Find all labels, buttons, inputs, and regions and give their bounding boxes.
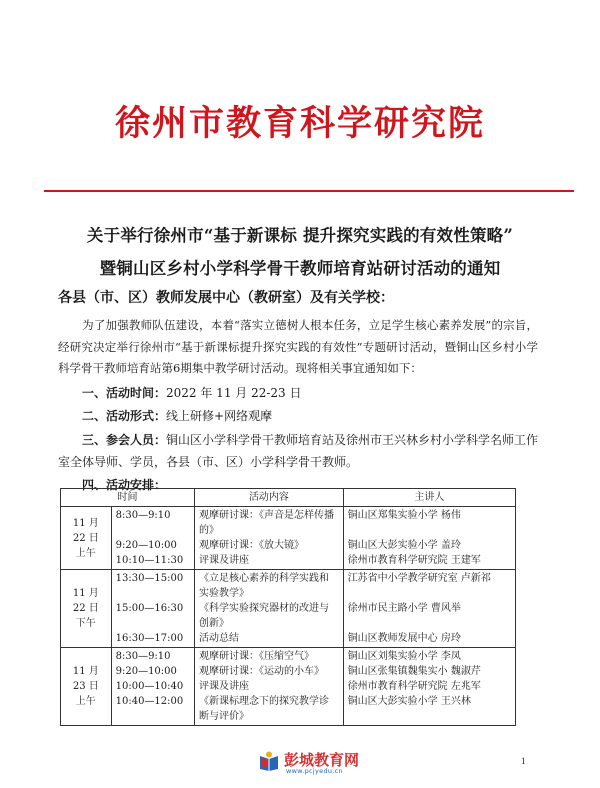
participants-label: 三、参会人员：	[82, 433, 167, 447]
page-number: 1	[521, 756, 526, 766]
schedule-speaker-cell	[343, 648, 515, 726]
schedule-activity-line: 观摩研讨课：《放大镜》	[199, 540, 305, 551]
schedule-speaker-cell	[343, 507, 515, 570]
schedule-header-row	[61, 489, 516, 507]
schedule-time-line: 16:30—17:00	[115, 633, 184, 644]
schedule-activity-line: 观摩研讨课：《运动的小车》	[199, 666, 325, 677]
activity-form-label: 二、活动形式：	[82, 409, 167, 423]
schedule-activity-line: 观摩研讨课：《压缩空气》	[199, 651, 315, 662]
schedule-speaker-line: 徐州市教育科学研究院 王建军	[347, 555, 481, 566]
schedule-time-cell	[111, 507, 194, 570]
site-logo	[258, 750, 378, 776]
schedule-time-line	[116, 709, 190, 724]
header-speaker: 主讲人	[343, 489, 515, 507]
schedule-date-cell	[61, 570, 112, 648]
schedule-label: 四、活动安排：	[82, 478, 167, 492]
activity-time-label: 一、活动时间：	[82, 386, 167, 400]
salutation: 各县（市、区）教师发展中心（教研室）及有关学校：	[58, 290, 394, 306]
schedule-time-line: 13:30—15:00	[115, 573, 184, 584]
book-icon	[258, 750, 280, 772]
schedule-speaker-line: 铜山区张集镇魏集实小 魏淑芹	[347, 666, 481, 677]
schedule-date: 11 月 22 日	[72, 517, 99, 544]
schedule-activity-line: 《新课标理念下的探究教学诊	[199, 696, 330, 707]
schedule-date-cell	[61, 507, 112, 570]
schedule-time-line: 9:20—10:00	[115, 540, 177, 551]
schedule-activity-line: 创新》	[199, 618, 230, 629]
schedule-time-line: 10:10—11:30	[115, 555, 184, 566]
schedule-time-line	[116, 616, 190, 631]
schedule-time-line: 8:30—9:10	[115, 510, 171, 521]
schedule-speaker-line	[348, 709, 511, 724]
schedule-activity-line: 评课及讲座	[199, 681, 250, 692]
schedule-speaker-line: 江苏省中小学教学研究室 卢新祁	[347, 573, 491, 584]
schedule-speaker-line	[348, 616, 511, 631]
intro-paragraph	[58, 315, 538, 380]
participants-continuation: 室全体导师、学员，各县（市、区）小学科学骨干教师。	[58, 455, 359, 469]
schedule-time-cell	[111, 570, 194, 648]
schedule-activity-cell	[195, 507, 344, 570]
schedule-row	[61, 570, 516, 648]
schedule-period: 上午	[75, 547, 96, 559]
schedule-date: 11 月 23 日	[72, 666, 99, 692]
schedule-speaker-line: 铜山区大彭实验小学 盖玲	[347, 540, 461, 551]
schedule-speaker-line	[348, 586, 511, 601]
schedule-activity-line: 评课及讲座	[199, 555, 250, 566]
header-activity: 活动内容	[195, 489, 344, 507]
schedule-activity-cell	[195, 648, 344, 726]
schedule-activity-line: 实验教学》	[199, 588, 250, 599]
schedule-speaker-line	[348, 523, 511, 538]
schedule-activity-line: 活动总结	[199, 633, 240, 644]
schedule-activity-line: 断与评价》	[199, 711, 250, 722]
schedule-speaker-line: 徐州市教育科学研究院 左兆军	[347, 681, 481, 692]
schedule-date-cell	[61, 648, 112, 726]
schedule-time-line: 10:00—10:40	[115, 681, 184, 692]
notice-title-line-1: 关于举行徐州市“基于新课标 提升探究实践的有效性策略”	[86, 226, 514, 245]
schedule-row	[61, 507, 516, 570]
logo-url: www.pcjyedu.cn	[286, 767, 343, 775]
schedule-table	[60, 488, 516, 726]
schedule-speaker-line: 铜山区郑集实验小学 杨伟	[347, 510, 461, 521]
schedule-row	[61, 648, 516, 726]
schedule-time-cell	[111, 648, 194, 726]
schedule-time-line	[116, 523, 190, 538]
schedule-time-line	[116, 586, 190, 601]
schedule-time-line: 10:40—12:00	[115, 696, 184, 707]
header-time: 时间	[61, 489, 195, 507]
schedule-time-line: 9:20—10:00	[115, 666, 177, 677]
schedule-date: 11 月 22 日	[72, 588, 99, 614]
activity-form-value: 线上研修+网络观摩	[166, 409, 273, 423]
schedule-period: 下午	[75, 618, 96, 629]
schedule-activity-line: 《科学实验探究器材的改进与	[199, 603, 330, 614]
intro-text: 为了加强教师队伍建设，本着“落实立德树人根本任务，立足学生核心素养发展”的宗旨，经研究决定举行徐州市“基于新课标提升探究实践的有效性”专题研讨活动，暨铜山区乡村小学科学骨干教师培育站第6期集中教学研讨活动。现将相关事宜通知如下：	[58, 318, 538, 375]
institution-masthead: 徐州市教育科学研究院	[114, 103, 485, 144]
schedule-period: 上午	[75, 696, 96, 707]
activity-form	[82, 407, 272, 424]
activity-time-value: 2022 年 11 月 22-23 日	[166, 386, 302, 400]
schedule-activity-cell	[195, 570, 344, 648]
logo-text: 彭城教育网	[284, 751, 360, 769]
schedule-speaker-line: 铜山区大彭实验小学 王兴林	[347, 696, 471, 707]
schedule-speaker-line: 铜山区教师发展中心 房玲	[347, 633, 461, 644]
schedule-activity-line: 《立足核心素养的科学实践和	[199, 573, 330, 584]
schedule-speaker-cell	[343, 570, 515, 648]
schedule-activity-line: 的》	[199, 525, 220, 536]
participants	[82, 431, 538, 448]
schedule-activity-line: 观摩研讨课：《声音是怎样传播	[199, 510, 335, 521]
schedule-speaker-line: 铜山区刘集实验小学 李凤	[347, 651, 461, 662]
masthead-divider	[44, 190, 574, 192]
schedule-speaker-line: 徐州市民主路小学 曹风举	[347, 603, 461, 614]
participants-value-1: 铜山区小学科学骨干教师培育站及徐州市王兴林乡村小学科学名师工作	[166, 433, 539, 447]
schedule-time-line: 15:00—16:30	[115, 603, 184, 614]
notice-title-line-2: 暨铜山区乡村小学科学骨干教师培育站研讨活动的通知	[99, 259, 501, 278]
activity-time	[82, 384, 302, 401]
schedule-time-line: 8:30—9:10	[115, 651, 171, 662]
